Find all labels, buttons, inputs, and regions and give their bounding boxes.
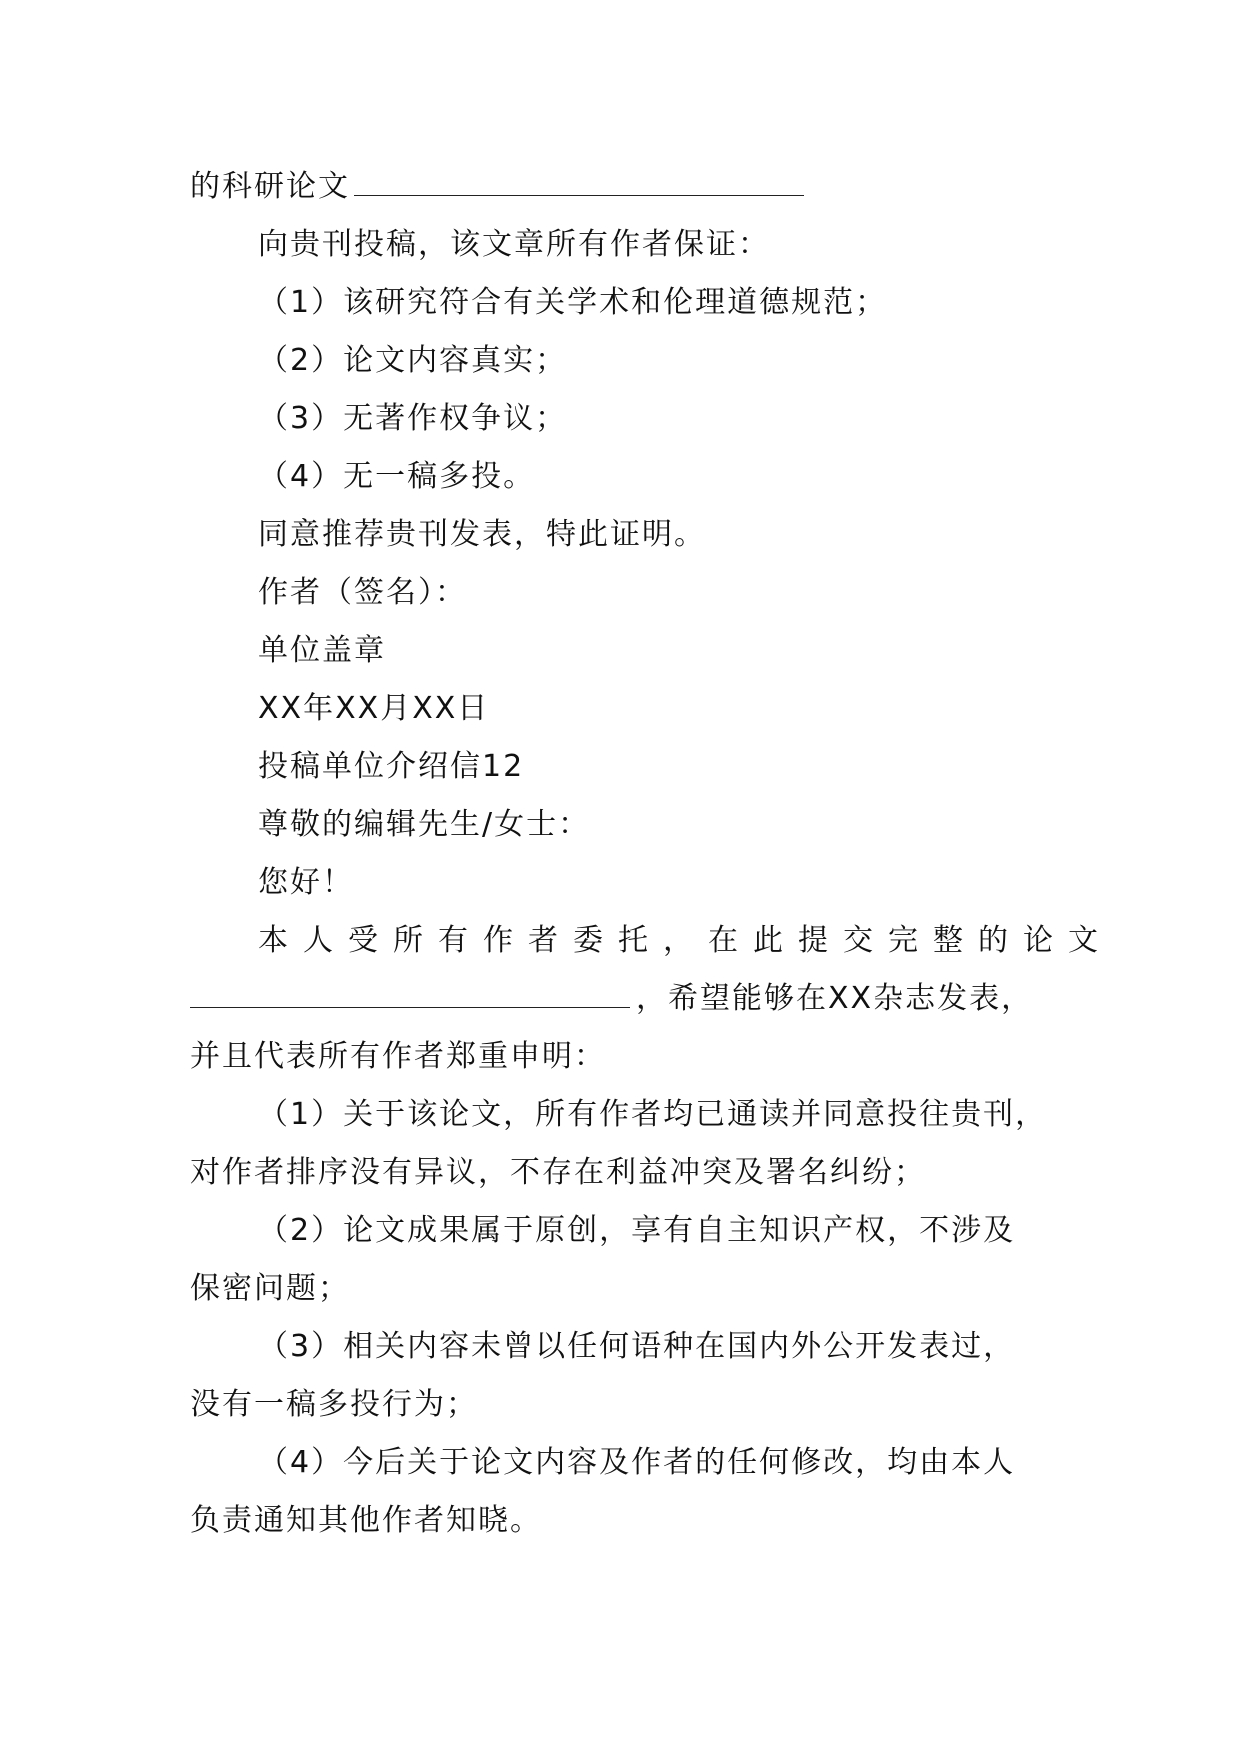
- greeting: 您好！: [258, 865, 354, 900]
- guarantee-item-2: （2）论文内容真实；: [258, 343, 568, 378]
- declaration-item-4-line-2: 负责通知其他作者知晓。: [190, 1503, 542, 1538]
- declaration-item-2-line-1: （2）论文成果属于原创，享有自主知识产权，不涉及: [258, 1213, 1016, 1248]
- guarantee-item-4: （4）无一稿多投。: [258, 459, 536, 494]
- declaration-item-4-line-1: （4）今后关于论文内容及作者的任何修改，均由本人: [258, 1445, 1016, 1480]
- paper-title-line: [190, 158, 804, 216]
- section-heading: 投稿单位介绍信12: [258, 749, 525, 784]
- body-paragraph-1-line-2: [190, 970, 1033, 1028]
- paper-title-blank: [354, 165, 804, 196]
- body-paragraph-1-line-2-text: ，希望能够在XX杂志发表，: [636, 981, 1034, 1016]
- declaration-item-1-line-2: 对作者排序没有异议，不存在利益冲突及署名纠纷；: [190, 1155, 926, 1190]
- body-paragraph-1-line-1: 本人受所有作者委托，在此提交完整的论文: [258, 923, 1113, 958]
- salutation: 尊敬的编辑先生/女士：: [258, 807, 591, 842]
- declaration-item-3-line-1: （3）相关内容未曾以任何语种在国内外公开发表过，: [258, 1329, 1016, 1364]
- paper-title-text: 的科研论文: [190, 169, 350, 204]
- guarantee-intro: 向贵刊投稿，该文章所有作者保证：: [258, 227, 770, 262]
- body-paragraph-1-line-3: 并且代表所有作者郑重申明：: [190, 1039, 606, 1074]
- date-line: XX年XX月XX日: [258, 691, 490, 726]
- declaration-item-1-line-1: （1）关于该论文，所有作者均已通读并同意投往贵刊，: [258, 1097, 1048, 1132]
- unit-seal-label: 单位盖章: [258, 633, 386, 668]
- declaration-item-3-line-2: 没有一稿多投行为；: [190, 1387, 478, 1422]
- declaration-item-2-line-2: 保密问题；: [190, 1271, 350, 1306]
- guarantee-item-3: （3）无著作权争议；: [258, 401, 568, 436]
- paper-name-blank: [190, 977, 630, 1008]
- author-signature-label: 作者（签名）：: [258, 575, 467, 610]
- recommendation-statement: 同意推荐贵刊发表，特此证明。: [258, 517, 706, 552]
- guarantee-item-1: （1）该研究符合有关学术和伦理道德规范；: [258, 285, 888, 320]
